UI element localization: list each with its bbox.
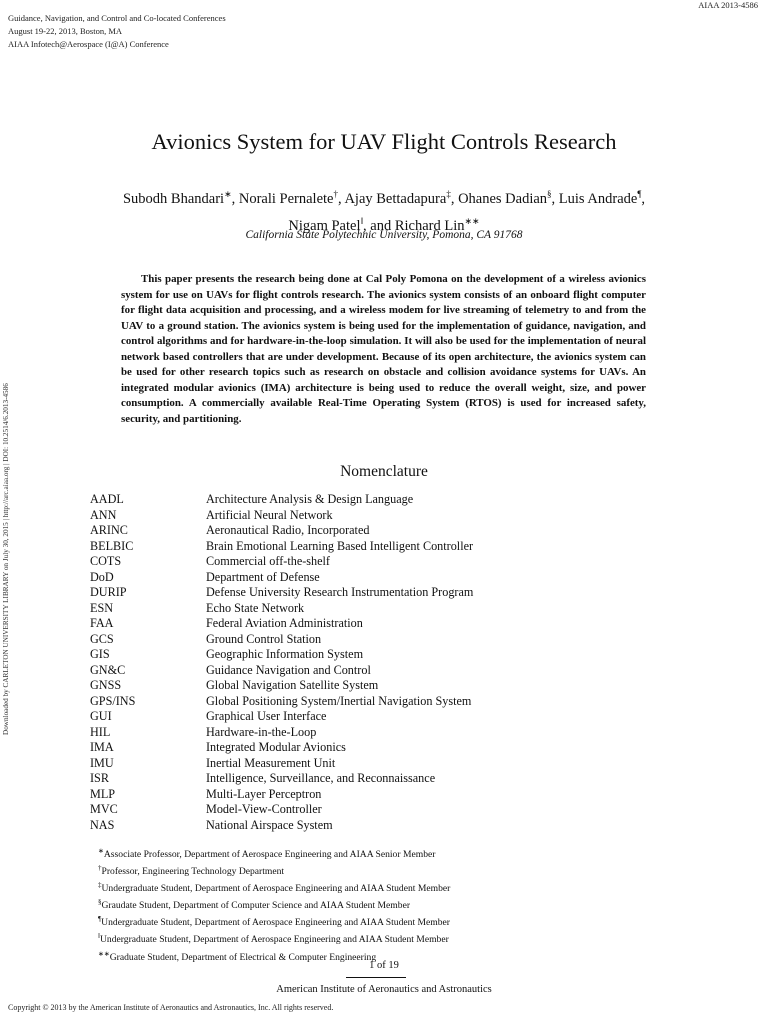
nomenclature-heading: Nomenclature	[340, 463, 428, 480]
affiliation: California State Polytechnic University, Pomona, CA 91768	[245, 229, 523, 241]
conference-line: August 19-22, 2013, Boston, MA	[8, 26, 123, 36]
page-number: 1 of 19	[369, 960, 399, 971]
footnote-mark: §	[98, 898, 102, 907]
footnote-text: Undergraduate Student, Department of Aerospace Engineering and AIAA Student Member	[101, 883, 451, 895]
nomenclature-definition: Global Positioning System/Inertial Navigation System	[206, 693, 472, 708]
footnote-mark: ¶	[98, 915, 102, 924]
footnotes	[98, 845, 450, 965]
author-separator: ,	[231, 190, 239, 207]
author-separator: ,	[551, 190, 559, 207]
nomenclature-row	[90, 818, 473, 834]
nomenclature-abbreviation: HIL	[90, 724, 111, 739]
nomenclature-abbreviation: MVC	[90, 802, 118, 816]
footnote	[98, 930, 450, 947]
nomenclature-row	[90, 771, 473, 787]
nomenclature-row	[90, 725, 473, 741]
nomenclature-row	[90, 523, 473, 539]
nomenclature-abbreviation: ANN	[90, 507, 117, 522]
footnote-text: Professor, Engineering Technology Department	[101, 866, 285, 878]
footnote-mark: ∗∗	[98, 949, 110, 958]
nomenclature-abbreviation: DURIP	[90, 585, 127, 599]
author-mark: †	[333, 189, 338, 199]
footnote	[98, 845, 450, 862]
author-mark: ¶	[637, 189, 642, 199]
footnote-text: Associate Professor, Department of Aerospace Engineering and AIAA Senior Member	[103, 849, 436, 861]
footnote-text: Undergraduate Student, Department of Aerospace Engineering and AIAA Student Member	[99, 934, 449, 946]
nomenclature-abbreviation: IMA	[90, 740, 114, 754]
author-separator: ,	[641, 190, 646, 207]
organization-name: American Institute of Aeronautics and Astronautics	[276, 984, 492, 995]
conference-line: Guidance, Navigation, and Control and Co-located Conferences	[8, 13, 226, 23]
nomenclature-row	[90, 570, 473, 586]
nomenclature-abbreviation: FAA	[90, 616, 114, 630]
nomenclature-definition: Brain Emotional Learning Based Intelligent Controller	[206, 538, 474, 553]
footnote-mark: ‡	[98, 881, 102, 890]
nomenclature-abbreviation: GUI	[90, 709, 112, 723]
nomenclature-abbreviation: ISR	[90, 771, 109, 785]
author-mark: ‖	[360, 215, 364, 226]
author-name: Luis Andrade	[558, 190, 638, 207]
footnote-text: Graudate Student, Department of Computer Science and AIAA Student Member	[101, 900, 411, 912]
nomenclature-abbreviation: GNSS	[90, 678, 122, 692]
footnote-mark: ∗	[98, 847, 104, 855]
nomenclature-abbreviation: DoD	[90, 569, 114, 584]
nomenclature-abbreviation: GCS	[90, 631, 114, 646]
footnote-text: Graduate Student, Department of Electrical & Computer Engineering	[109, 951, 377, 963]
nomenclature-definition: Global Navigation Satellite System	[206, 678, 379, 692]
author-name: Subodh Bhandari	[122, 190, 225, 207]
nomenclature-definition: Echo State Network	[206, 600, 305, 615]
nomenclature-definition: Aeronautical Radio, Incorporated	[206, 523, 370, 537]
abstract: This paper presents the research being done at Cal Poly Pomona on the development of a wireless avionics system for use on UAVs for flight controls research. The avionics system consists of an onboard flight computer for flight data acquisition and processing, and a wireless modem for live streaming of telemetry to and from the UAV to a ground station. The avionics system is being used for the implementation of guidance, navigation, and control algorithms and for hardware-in-the-loop simulation. It will also be used for the implementation of neural network based controllers that are under development. Because of its open architecture, the avionics system can be used for other research topics such as research on obstacle and collision avoidance systems for UAVs. An integrated modular avionics (IMA) architecture is being used to reduce the overall weight, size, and power consumption. A commercially available Real-Time Operating System (RTOS) is used for increased safety, security, and partitioning.	[121, 273, 646, 425]
nomenclature-row	[90, 492, 473, 508]
nomenclature-definition: Integrated Modular Avionics	[206, 740, 346, 754]
nomenclature-row	[90, 678, 473, 694]
nomenclature-abbreviation: COTS	[90, 554, 122, 568]
nomenclature-row	[90, 740, 473, 756]
author-separator: , and	[363, 217, 395, 234]
author-name: Nigam Patel	[288, 217, 361, 234]
author-name: Norali Pernalete	[238, 190, 334, 207]
nomenclature-abbreviation: GIS	[90, 647, 110, 661]
nomenclature-row	[90, 585, 473, 601]
page-rule	[346, 977, 406, 978]
author-mark: ∗	[224, 189, 232, 199]
footnote	[98, 879, 450, 896]
nomenclature-row	[90, 554, 473, 570]
nomenclature-row	[90, 663, 473, 679]
nomenclature-abbreviation: AADL	[90, 492, 124, 506]
download-watermark: Downloaded by CARLETON UNIVERSITY LIBRARY on July 30, 2015 | http://arc.aiaa.org | DOI: 10.2514/6.2013-4586	[2, 383, 10, 735]
author-name: Ajay Bettadapura	[344, 190, 447, 207]
nomenclature-definition: Federal Aviation Administration	[206, 616, 363, 630]
nomenclature-abbreviation: NAS	[90, 817, 115, 832]
author-separator: ,	[450, 190, 459, 207]
nomenclature-row	[90, 632, 473, 648]
nomenclature-definition: Hardware-in-the-Loop	[206, 724, 317, 739]
nomenclature-row	[90, 508, 473, 524]
nomenclature-abbreviation: IMU	[90, 755, 114, 770]
paper-title: Avionics System for UAV Flight Controls Research	[151, 129, 617, 154]
nomenclature-abbreviation: GN&C	[90, 662, 126, 677]
author-mark: ∗∗	[464, 215, 480, 226]
conference-header	[8, 12, 226, 51]
nomenclature-list	[90, 492, 473, 833]
nomenclature-row	[90, 709, 473, 725]
nomenclature-definition: Model-View-Controller	[206, 802, 322, 816]
nomenclature-definition: Graphical User Interface	[206, 709, 327, 723]
nomenclature-row	[90, 647, 473, 663]
nomenclature-definition: Defense University Research Instrumentation Program	[206, 585, 474, 599]
nomenclature-definition: National Airspace System	[206, 817, 333, 832]
nomenclature-row	[90, 787, 473, 803]
footnote	[98, 913, 450, 930]
nomenclature-definition: Geographic Information System	[206, 647, 364, 661]
nomenclature-abbreviation: ARINC	[90, 523, 128, 537]
author-mark: ‡	[446, 189, 451, 199]
nomenclature-definition: Intelligence, Surveillance, and Reconnaissance	[206, 771, 436, 785]
nomenclature-abbreviation: GPS/INS	[90, 693, 136, 708]
nomenclature-definition: Ground Control Station	[206, 631, 322, 646]
nomenclature-row	[90, 802, 473, 818]
author-mark: §	[547, 189, 552, 199]
nomenclature-row	[90, 539, 473, 555]
nomenclature-row	[90, 694, 473, 710]
nomenclature-definition: Artificial Neural Network	[206, 507, 333, 522]
author-name: Richard Lin	[394, 217, 465, 234]
footnote-mark: †	[98, 864, 102, 873]
nomenclature-row	[90, 616, 473, 632]
nomenclature-definition: Architecture Analysis & Design Language	[206, 492, 414, 506]
nomenclature-abbreviation: MLP	[90, 786, 116, 801]
nomenclature-definition: Guidance Navigation and Control	[206, 662, 371, 677]
paper-id: AIAA 2013-4586	[698, 0, 758, 10]
author-separator: ,	[337, 190, 345, 207]
footnote-mark: ‖	[98, 932, 100, 941]
nomenclature-definition: Multi-Layer Perceptron	[206, 786, 322, 801]
nomenclature-row	[90, 601, 473, 617]
nomenclature-definition: Commercial off-the-shelf	[206, 554, 330, 568]
author-name: Ohanes Dadian	[458, 190, 548, 207]
nomenclature-abbreviation: ESN	[90, 600, 114, 615]
footnote	[98, 862, 450, 879]
conference-line: AIAA Infotech@Aerospace (I@A) Conference	[8, 39, 169, 49]
nomenclature-abbreviation: BELBIC	[90, 538, 134, 553]
nomenclature-definition: Inertial Measurement Unit	[206, 755, 336, 770]
nomenclature-definition: Department of Defense	[206, 569, 320, 584]
copyright-notice: Copyright © 2013 by the American Institute of Aeronautics and Astronautics, Inc. All rights reserved.	[8, 1003, 334, 1012]
nomenclature-row	[90, 756, 473, 772]
footnote-text: Undergraduate Student, Department of Aerospace Engineering and AIAA Student Member	[101, 917, 451, 929]
footnote	[98, 896, 450, 913]
